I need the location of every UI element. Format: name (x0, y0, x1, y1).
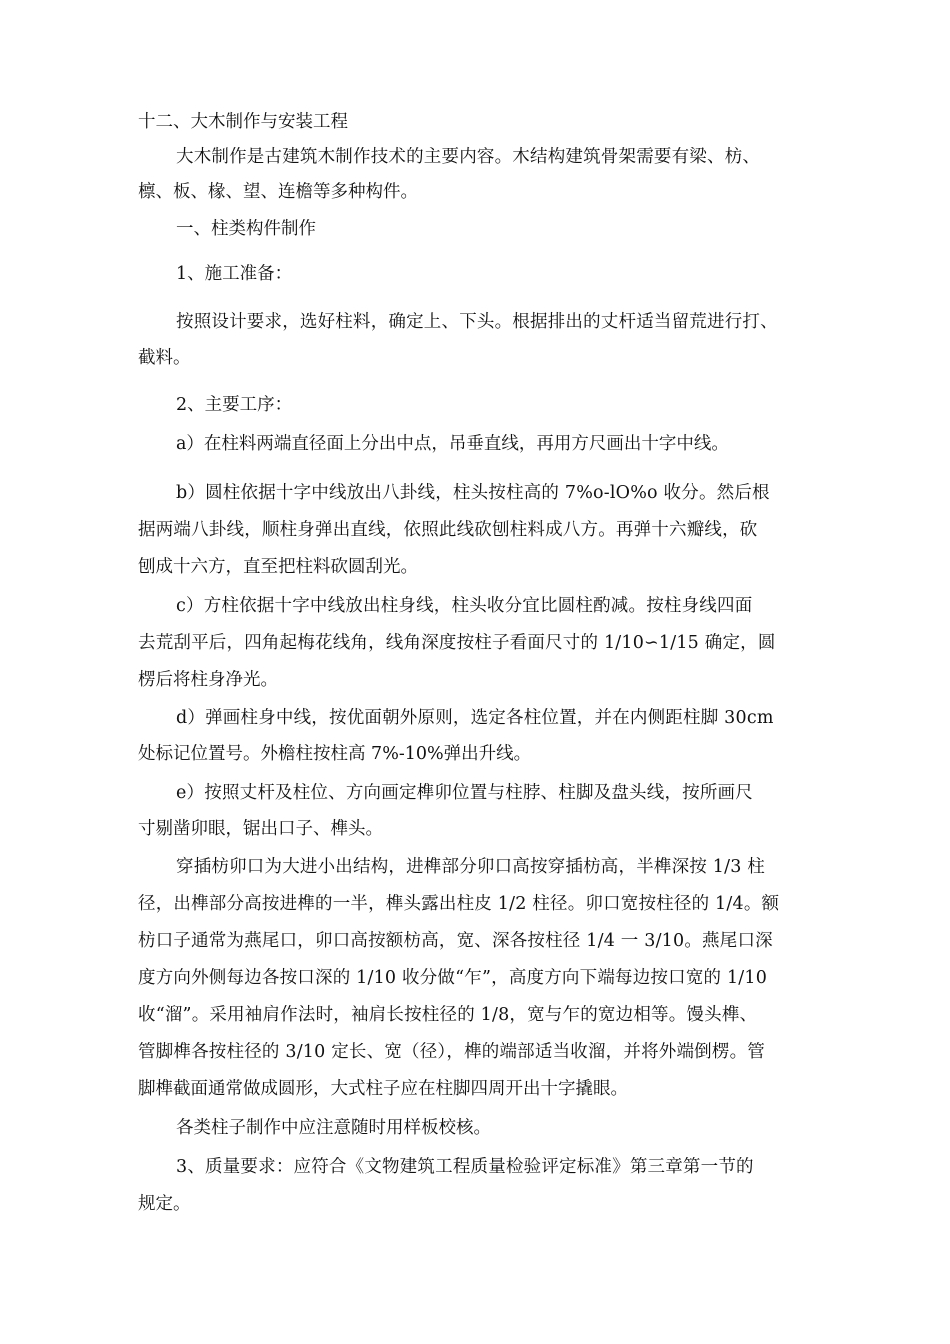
intro-paragraph-line-1: 大木制作是古建筑木制作技术的主要内容。木结构建筑骨架需要有梁、枋、 (176, 147, 761, 167)
subsection-heading: 一、柱类构件制作 (176, 219, 316, 239)
process-item-b-line-1: b）圆柱依据十字中线放出八卦线，柱头按柱高的 7%o-lO%o 收分。然后根 (176, 483, 770, 503)
preparation-paragraph-line-2: 截料。 (138, 348, 191, 368)
mortise-paragraph-line-4: 度方向外侧每边各按口深的 1/10 收分做“乍”，高度方向下端每边按口宽的 1/10 (138, 968, 768, 988)
template-check-note: 各类柱子制作中应注意随时用样板校核。 (176, 1118, 491, 1138)
process-item-b-line-2: 据两端八卦线，顺柱身弹出直线，依照此线砍刨柱料成八方。再弹十六瓣线，砍 (138, 520, 758, 540)
step-heading-preparation: 1、施工准备： (176, 264, 293, 284)
process-item-c-line-2: 去荒刮平后，四角起梅花线角，线角深度按柱子看面尺寸的 1/10∽1/15 确定，圆 (138, 633, 776, 653)
mortise-paragraph-line-7: 脚榫截面通常做成圆形，大式柱子应在柱脚四周开出十字撬眼。 (138, 1079, 628, 1099)
process-item-e-line-1: e）按照丈杆及柱位、方向画定榫卯位置与柱脖、柱脚及盘头线，按所画尺 (176, 783, 753, 803)
mortise-paragraph-line-2: 径，出榫部分高按进榫的一半，榫头露出柱皮 1/2 柱径。卯口宽按柱径的 1/4。额 (138, 894, 780, 914)
step-heading-main-process: 2、主要工序： (176, 395, 293, 415)
mortise-paragraph-line-3: 枋口子通常为燕尾口，卯口高按额枋高，宽、深各按柱径 1/4 一 3/10。燕尾口深 (138, 931, 773, 951)
process-item-d-line-1: d）弹画柱身中线，按优面朝外原则，选定各柱位置，并在内侧距柱脚 30cm (176, 708, 774, 728)
section-title: 十二、大木制作与安装工程 (138, 112, 348, 132)
intro-paragraph-line-2: 檩、板、椽、望、连檐等多种构件。 (138, 182, 418, 202)
process-item-b-line-3: 刨成十六方，直至把柱料砍圆刮光。 (138, 557, 418, 577)
process-item-e-line-2: 寸剔凿卯眼，锯出口子、榫头。 (138, 819, 383, 839)
process-item-d-line-2: 处标记位置号。外檐柱按柱高 7%-10%弹出升线。 (138, 744, 532, 764)
process-item-c-line-1: c）方柱依据十字中线放出柱身线，柱头收分宜比圆柱酌减。按柱身线四面 (176, 596, 753, 616)
mortise-paragraph-line-1: 穿插枋卯口为大进小出结构，进榫部分卯口高按穿插枋高，半榫深按 1/3 柱 (176, 857, 765, 877)
mortise-paragraph-line-6: 管脚榫各按柱径的 3/10 定长、宽（径），榫的端部适当收溜，并将外端倒楞。管 (138, 1042, 765, 1062)
preparation-paragraph-line-1: 按照设计要求，选好柱料，确定上、下头。根据排出的丈杆适当留荒进行打、 (176, 312, 778, 332)
quality-requirement-line-1: 3、质量要求：应符合《文物建筑工程质量检验评定标准》第三章第一节的 (176, 1157, 754, 1177)
process-item-c-line-3: 楞后将柱身净光。 (138, 670, 278, 690)
quality-requirement-line-2: 规定。 (138, 1194, 191, 1214)
mortise-paragraph-line-5: 收“溜”。采用袖肩作法时，袖肩长按柱径的 1/8，宽与乍的宽边相等。馒头榫、 (138, 1005, 758, 1025)
process-item-a: a）在柱料两端直径面上分出中点，吊垂直线，再用方尺画出十字中线。 (176, 434, 729, 454)
